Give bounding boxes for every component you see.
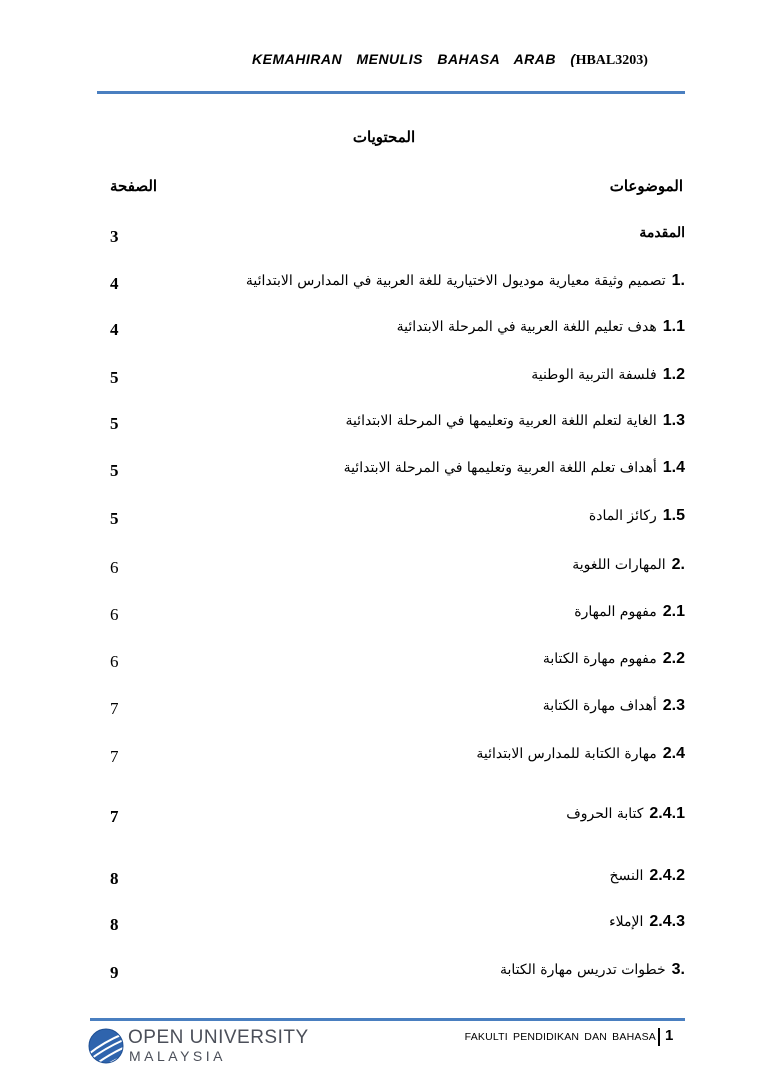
toc-section-title: مفهوم المهارة (574, 604, 657, 620)
page-column-label: الصفحة (110, 177, 158, 195)
toc-row[interactable] (110, 867, 685, 895)
toc-section-number: 1.3 (662, 412, 685, 429)
toc-row[interactable] (110, 913, 685, 941)
footer-page-number: 1 (665, 1027, 674, 1044)
toc-section-title: خطوات تدريس مهارة الكتابة (500, 962, 666, 978)
footer-rule (90, 1018, 685, 1021)
toc-row[interactable] (110, 697, 685, 725)
toc-entry (574, 603, 685, 621)
toc-section-title: كتابة الحروف (566, 806, 644, 822)
toc-section-number: 1.1 (662, 318, 685, 335)
page-header (0, 47, 768, 77)
toc-row[interactable] (110, 961, 685, 989)
toc-section-title: المهارات اللغوية (572, 557, 666, 573)
toc-section-title: مهارة الكتابة للمدارس الابتدائية (476, 746, 657, 762)
toc-page-number: 5 (110, 461, 119, 480)
toc-section-number: 1.5 (662, 507, 685, 524)
faculty-name: FAKULTI PENDIDIKAN DAN BAHASA (464, 1031, 656, 1043)
toc-row[interactable] (110, 272, 685, 300)
oum-logo (88, 1026, 318, 1070)
toc-heading: المحتويات (352, 128, 416, 146)
toc-page-number: 4 (110, 320, 119, 339)
toc-section-title: أهداف مهارة الكتابة (542, 698, 657, 714)
toc-page-number: 6 (110, 605, 119, 624)
toc-section-number: 3. (671, 961, 685, 978)
toc-page-number: 6 (110, 558, 119, 577)
toc-entry (572, 556, 685, 574)
header-rule (97, 91, 685, 94)
toc-section-title: هدف تعليم اللغة العربية في المرحلة الابتدائية (396, 319, 657, 335)
toc-row[interactable] (110, 805, 685, 833)
toc-section-title: الإملاء (609, 914, 644, 930)
toc-page-number: 3 (110, 227, 119, 246)
toc-section-number: 2. (671, 556, 685, 573)
topics-column-label: الموضوعات (609, 177, 683, 195)
toc-row[interactable] (110, 603, 685, 631)
header-title: KEMAHIRAN MENULIS BAHASA ARAB (HBAL3203) (252, 51, 648, 68)
toc-section-number: 2.4.2 (649, 867, 685, 884)
toc-entry (531, 366, 685, 384)
toc-section-title: المقدمة (639, 225, 685, 241)
toc-section-number: 2.1 (662, 603, 685, 620)
toc-page-number: 8 (110, 915, 119, 934)
toc-section-title: الغاية لتعلم اللغة العربية وتعليمها في المرحلة الابتدائية (345, 413, 657, 429)
toc-entry (397, 318, 685, 336)
toc-row[interactable] (110, 318, 685, 346)
toc-row[interactable] (110, 412, 685, 440)
toc-section-number: 1. (671, 272, 685, 289)
page-footer (0, 1018, 768, 1068)
toc-row[interactable] (110, 366, 685, 394)
toc-page-number: 5 (110, 509, 119, 528)
toc-page-number: 7 (110, 807, 119, 826)
toc-page-number: 5 (110, 368, 119, 387)
toc-section-title: فلسفة التربية الوطنية (531, 367, 657, 383)
toc-section-title: أهداف تعلم اللغة العربية وتعليمها في المرحلة الابتدائية (343, 460, 657, 476)
toc-entry (589, 507, 685, 525)
course-code: HBAL3203) (575, 53, 648, 68)
toc-entry (345, 412, 685, 430)
logo-line-1: OPEN UNIVERSITY (128, 1027, 309, 1048)
toc-row[interactable] (110, 745, 685, 773)
toc-section-number: 2.2 (662, 650, 685, 667)
toc-page-number: 4 (110, 274, 119, 293)
oum-globe-icon (88, 1028, 124, 1064)
toc-entry (610, 867, 686, 885)
toc-entry (344, 459, 685, 477)
toc-section-title: ركائز المادة (588, 508, 657, 524)
toc-entry (609, 913, 685, 931)
toc-row[interactable] (110, 459, 685, 487)
toc-page-number: 8 (110, 869, 119, 888)
toc-entry (566, 805, 685, 823)
toc-page-number: 7 (110, 747, 119, 766)
toc-page-number: 9 (110, 963, 119, 982)
toc-section-number: 2.3 (662, 697, 685, 714)
toc-section-number: 2.4.3 (649, 913, 685, 930)
footer-separator (658, 1028, 660, 1046)
logo-line-2: MALAYSIA (129, 1048, 226, 1064)
toc-section-title: النسخ (609, 868, 644, 884)
toc-section-number: 2.4.1 (649, 805, 685, 822)
toc-row[interactable] (110, 507, 685, 535)
toc-page-number: 7 (110, 699, 119, 718)
toc-section-number: 2.4 (662, 745, 685, 762)
toc-row[interactable] (110, 650, 685, 678)
toc-entry (543, 650, 685, 668)
toc-entry (500, 961, 685, 979)
toc-page-number: 6 (110, 652, 119, 671)
toc-entry (543, 697, 685, 715)
toc-section-number: 1.2 (662, 366, 685, 383)
toc-entry (476, 745, 685, 763)
toc-page-number: 5 (110, 414, 119, 433)
toc-entry (639, 225, 685, 241)
toc-section-number: 1.4 (662, 459, 685, 476)
toc-entry (246, 272, 685, 290)
toc-row[interactable] (110, 556, 685, 584)
toc-section-title: تصميم وثيقة معيارية موديول الاختيارية للغة العربية في المدارس الابتدائية (245, 273, 666, 289)
toc-row[interactable] (110, 225, 685, 253)
toc-section-title: مفهوم مهارة الكتابة (542, 651, 657, 667)
